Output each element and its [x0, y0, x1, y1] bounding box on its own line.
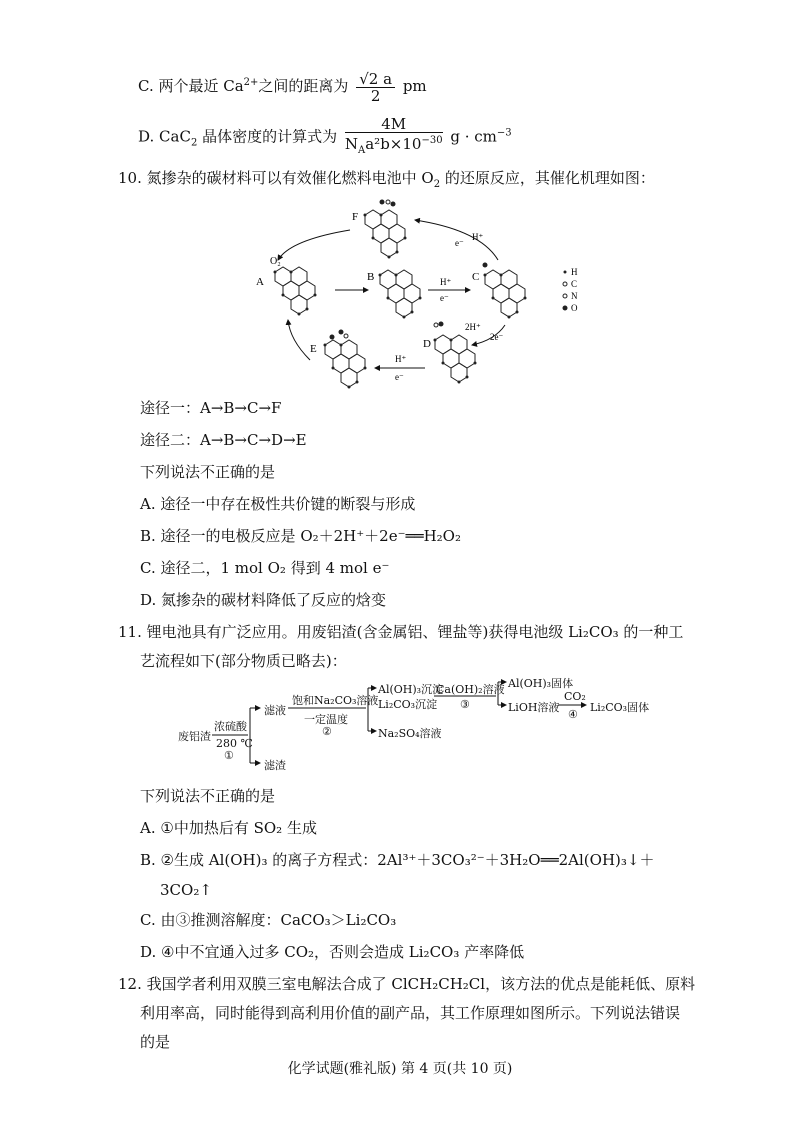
arrow-e-to-a: [288, 320, 310, 360]
label-a: A: [256, 276, 264, 288]
q11-ask: 下列说法不正确的是: [140, 787, 276, 805]
q10-ask: 下列说法不正确的是: [140, 463, 276, 481]
process-flow: [170, 678, 650, 778]
atom-legend: [563, 267, 579, 313]
q12-line-3: 的是: [140, 1033, 171, 1051]
q11-option-a: A. ①中加热后有 SO₂ 生成: [140, 819, 317, 837]
flow-step4-reagent: CO₂: [564, 690, 586, 703]
fraction: $\frac{4M}{N_Aa^2b\times 10^{-30}}$: [344, 115, 443, 156]
structure-c: [484, 270, 527, 319]
q10-option-b: B. 途径一的电极反应是 O₂＋2H⁺＋2e⁻══H₂O₂: [140, 527, 461, 545]
q10-option-d: D. 氮掺杂的碳材料降低了反应的焓变: [140, 591, 387, 609]
flow-residue: 滤渣: [264, 759, 286, 772]
flow-filtrate: 滤液: [264, 704, 286, 717]
svg-text:2H⁺: 2H⁺: [465, 322, 481, 332]
q9-option-d: D. CaC$_2$ 晶体密度的计算式为 $\frac{4M}{N_Aa^2b\times 10^{-30}}$ $g \cdot cm^{-3}$: [138, 116, 512, 159]
q10-option-a: A. 途径一中存在极性共价键的断裂与形成: [140, 495, 416, 513]
flow-step2-condition: 一定温度: [304, 713, 348, 726]
svg-text:e⁻: e⁻: [440, 293, 449, 303]
q10-path1: 途径一：A→B→C→F: [140, 399, 282, 417]
flow-precipitate-li: Li₂CO₃沉淀: [378, 698, 438, 711]
q12-line-2: 利用率高，同时能得到高利用价值的副产品，其工作原理如图所示。下列说法错误: [140, 1004, 681, 1022]
svg-text:2e⁻: 2e⁻: [490, 332, 504, 342]
flow-step3-number: ③: [460, 698, 470, 711]
structure-f: [364, 210, 407, 259]
structure-a: [274, 267, 317, 316]
label-o2: O₂: [270, 256, 281, 267]
flow-step2-reagent: 饱和Na₂CO₃溶液: [292, 694, 379, 707]
svg-text:O: O: [571, 303, 578, 313]
fraction: $\frac{√2 a}{2}$: [356, 71, 395, 104]
flow-precipitate-al: Al(OH)₃沉淀: [378, 683, 444, 696]
svg-text:H: H: [571, 267, 578, 277]
svg-text:H⁺: H⁺: [472, 232, 484, 242]
flow-start: 废铝渣: [178, 730, 211, 743]
flow-step4-number: ④: [568, 708, 578, 721]
page-footer: 化学试题(雅礼版) 第 4 页(共 10 页): [287, 1061, 513, 1077]
label-d: D: [423, 338, 431, 350]
q12-line-1: 12. 我国学者利用双膜三室电解法合成了 ClCH₂CH₂Cl，该方法的优点是能耗低、原料: [118, 975, 696, 993]
mechanism-diagram: [240, 190, 600, 390]
label-b: B: [367, 271, 375, 283]
flow-step1-condition: 280 ℃: [216, 737, 253, 750]
flow-step3-reagent: Ca(OH)₂溶液: [436, 683, 505, 696]
flow-aloh-solid: Al(OH)₃固体: [508, 677, 574, 690]
svg-text:e⁻: e⁻: [395, 372, 404, 382]
q11-stem-2: 艺流程如下(部分物质已略去)：: [140, 652, 347, 670]
q11-option-d: D. ④中不宜通入过多 CO₂，否则会造成 Li₂CO₃ 产率降低: [140, 943, 525, 961]
svg-text:C: C: [571, 279, 578, 289]
svg-text:N: N: [571, 291, 578, 301]
flow-na2so4: Na₂SO₄溶液: [378, 727, 442, 740]
q11-option-b-1: B. ②生成 Al(OH)₃ 的离子方程式：2Al³⁺＋3CO₃²⁻＋3H₂O══2Al(OH)₃↓＋: [140, 851, 655, 869]
structure-d: [434, 335, 477, 384]
label-e: E: [310, 343, 317, 355]
flow-step1-number: ①: [224, 749, 234, 762]
q10-path2: 途径二：A→B→C→D→E: [140, 431, 307, 449]
svg-text:e⁻: e⁻: [455, 238, 464, 248]
q10-stem: 10. 氮掺杂的碳材料可以有效催化燃料电池中 $O_2$ 的还原反应，其催化机理如图：: [118, 169, 655, 190]
q9-option-c: C. 两个最近 $Ca^{2+}$之间的距离为 $\frac{√2 a}{2}$ pm: [138, 69, 427, 105]
q11-option-b-2: 3CO₂↑: [160, 881, 212, 899]
q11-stem-1: 11. 锂电池具有广泛应用。用废铝渣(含金属铝、锂盐等)获得电池级 Li₂CO₃ 的一种工: [118, 623, 684, 641]
q10-option-c: C. 途径二，1 mol O₂ 得到 4 mol e⁻: [140, 559, 390, 577]
flow-lioh: LiOH溶液: [508, 701, 560, 714]
flow-li2co3-solid: Li₂CO₃固体: [590, 701, 650, 714]
f-adsorbate: [380, 200, 385, 205]
svg-text:H⁺: H⁺: [440, 277, 452, 287]
label-c: C: [472, 271, 480, 283]
svg-text:H⁺: H⁺: [395, 354, 407, 364]
structure-b: [379, 270, 422, 319]
flow-step1-reagent: 浓硫酸: [214, 720, 247, 733]
arrow-f-to-a: [278, 230, 350, 260]
q11-option-c: C. 由③推测溶解度：CaCO₃＞Li₂CO₃: [140, 911, 397, 929]
flow-step2-number: ②: [322, 725, 332, 738]
structure-e: [324, 340, 367, 389]
label-f: F: [352, 211, 359, 223]
